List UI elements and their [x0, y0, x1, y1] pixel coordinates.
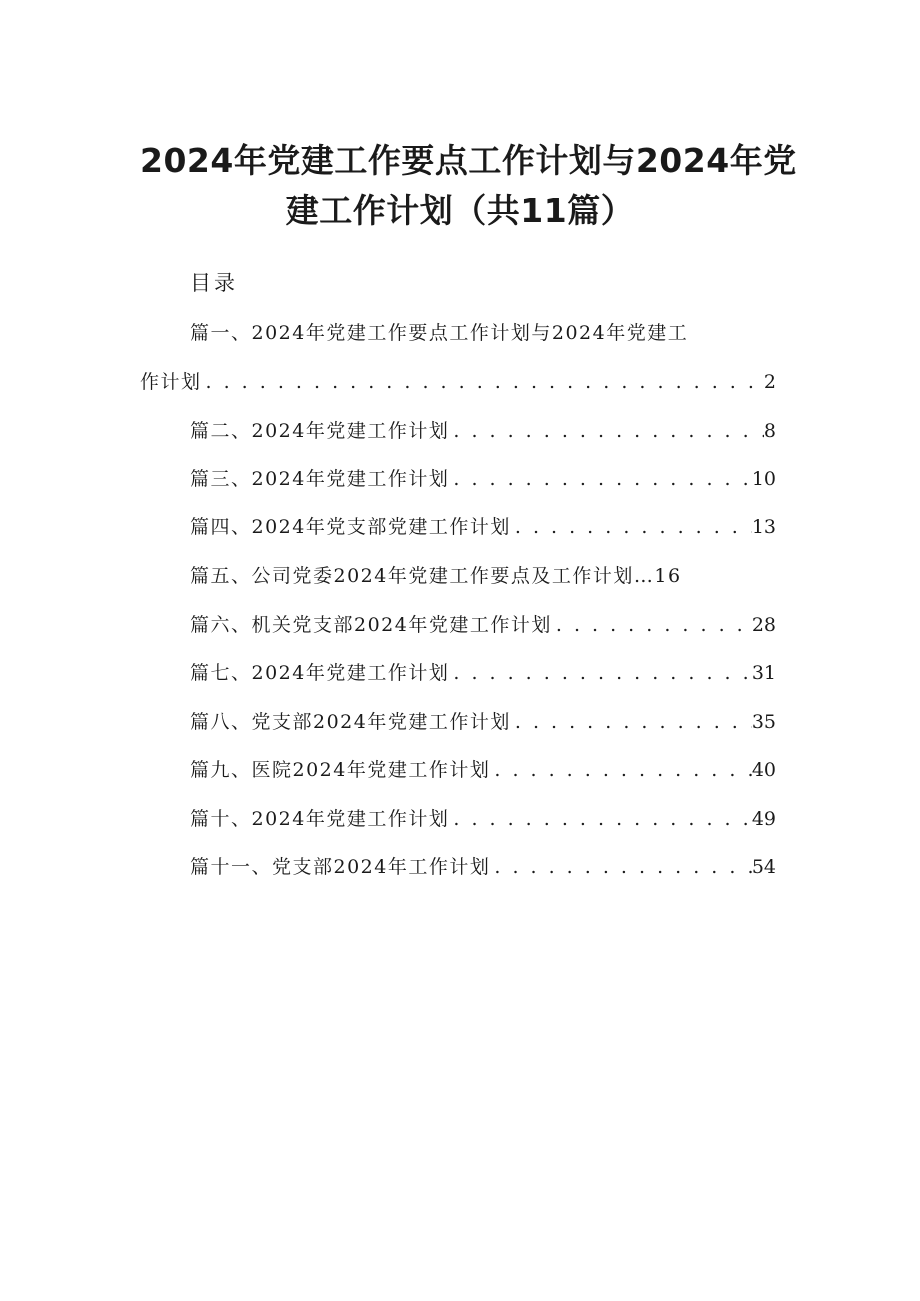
toc-entry-10[interactable]	[190, 804, 776, 834]
toc-entry-page-number: 40	[751, 759, 776, 781]
toc-entry-2[interactable]	[190, 416, 776, 446]
toc-entry-page-number: 49	[751, 808, 776, 830]
toc-entry-page-number: 8	[763, 420, 776, 442]
toc-entry-5[interactable]: 篇五、公司党委2024年党建工作要点及工作计划…16	[190, 565, 682, 587]
toc-entry-6[interactable]	[190, 610, 776, 640]
toc-entry-label: 篇十、2024年党建工作计划	[190, 808, 450, 830]
toc-entry-page-number: 35	[751, 711, 776, 733]
toc-entry-label: 篇九、医院2024年党建工作计划	[190, 759, 491, 781]
dot-leader	[449, 804, 751, 834]
document-title-line-1: 2024年党建工作要点工作计划与2024年党	[140, 141, 797, 180]
dot-leader	[202, 367, 764, 397]
document-title-line-2: 建工作计划（共11篇）	[285, 191, 635, 230]
toc-entry-label: 作计划	[140, 371, 202, 393]
dot-leader	[511, 707, 752, 737]
toc-entry-1-line-2[interactable]	[140, 367, 776, 397]
toc-entry-page-number: 13	[751, 516, 776, 538]
dot-leader	[449, 658, 751, 688]
toc-entry-9[interactable]	[190, 755, 776, 785]
toc-entry-8[interactable]	[190, 707, 776, 737]
toc-entry-3[interactable]	[190, 464, 776, 494]
toc-entry-7[interactable]	[190, 658, 776, 688]
toc-entry-4[interactable]	[190, 512, 776, 542]
toc-entry-page-number: 28	[751, 614, 776, 636]
toc-entry-label: 篇二、2024年党建工作计划	[190, 420, 450, 442]
toc-entry-page-number: 2	[763, 371, 776, 393]
dot-leader	[449, 464, 751, 494]
toc-entry-label: 篇八、党支部2024年党建工作计划	[190, 711, 511, 733]
toc-entry-label: 篇十一、党支部2024年工作计划	[190, 856, 491, 878]
toc-entry-label: 篇四、2024年党支部党建工作计划	[190, 516, 511, 538]
toc-entry-label: 篇七、2024年党建工作计划	[190, 662, 450, 684]
toc-entry-11[interactable]	[190, 852, 776, 882]
document-title	[140, 136, 797, 236]
dot-leader	[490, 852, 751, 882]
dot-leader	[552, 610, 752, 640]
toc-heading: 目录	[190, 271, 238, 295]
toc-entry-label: 篇六、机关党支部2024年党建工作计划	[190, 614, 552, 636]
dot-leader	[449, 416, 764, 446]
toc-entry-page-number: 10	[751, 468, 776, 490]
toc-entry-page-number: 31	[751, 662, 776, 684]
toc-entry-1-line-1[interactable]: 篇一、2024年党建工作要点工作计划与2024年党建工	[190, 322, 689, 344]
toc-entry-page-number: 54	[751, 856, 776, 878]
toc-entry-label: 篇三、2024年党建工作计划	[190, 468, 450, 490]
dot-leader	[511, 512, 752, 542]
dot-leader	[490, 755, 751, 785]
